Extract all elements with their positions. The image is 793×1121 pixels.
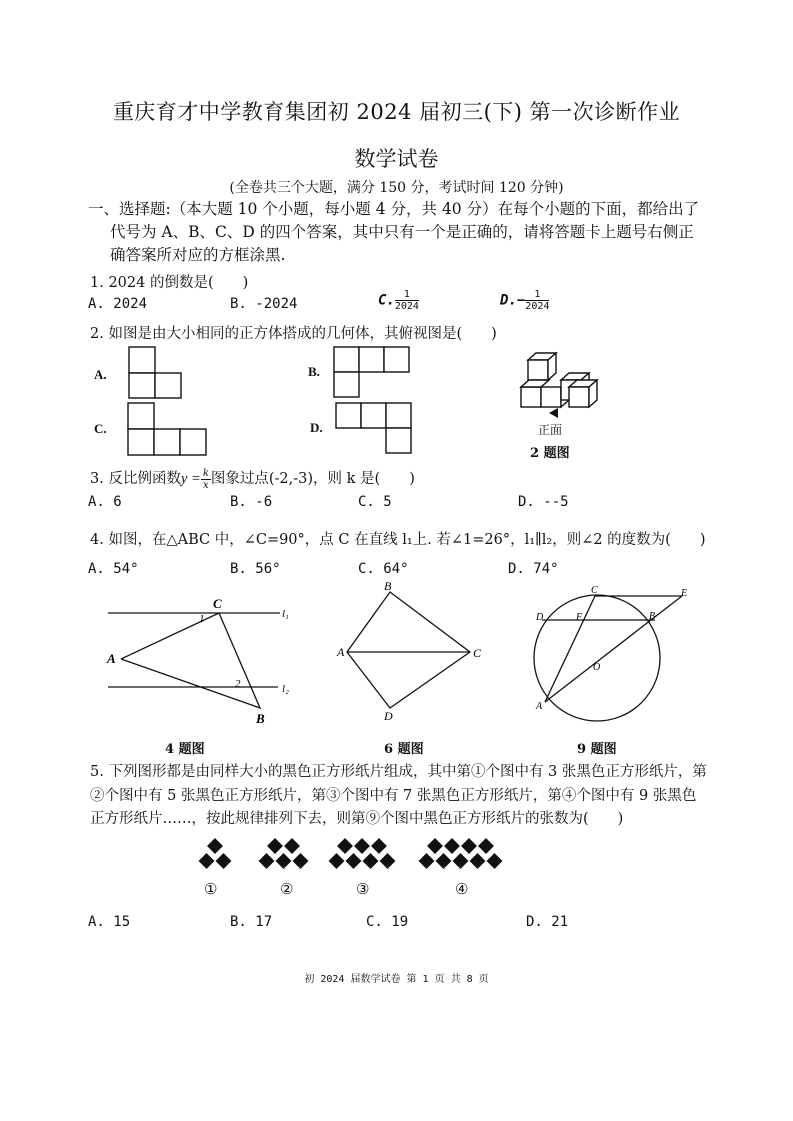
- pattern-1-square-2: [215, 853, 232, 870]
- pattern-3-square-7: [371, 838, 388, 855]
- q2-cubes-figure: [518, 350, 602, 414]
- pattern-1-square-1: [198, 853, 215, 870]
- q2-label-d: D.: [310, 420, 323, 435]
- pattern-4-square-1: [418, 853, 435, 870]
- q4-option-c: C. 64°: [358, 561, 409, 577]
- q5-line2: ②个图中有 5 张黑色正方形纸片，第③个图中有 7 张黑色正方形纸片，第④个图中有 9 张黑色: [90, 788, 697, 804]
- q2-option-a-figure: [128, 346, 184, 400]
- svg-text:C: C: [473, 646, 482, 660]
- pattern-4-square-4: [469, 853, 486, 870]
- svg-text:D: D: [384, 709, 393, 723]
- q4-option-b: B. 56°: [230, 561, 281, 577]
- pattern-1-square-3: [207, 838, 224, 855]
- svg-text:1: 1: [199, 613, 205, 625]
- q4-option-a: A. 54°: [88, 561, 139, 577]
- pattern-4-square-6: [427, 838, 444, 855]
- front-arrow-icon: [548, 408, 560, 418]
- figure-4: [0, 590, 320, 760]
- q5-pattern-label-4: ④: [455, 880, 469, 898]
- q1-stem: 1. 2024 的倒数是( ): [90, 275, 249, 291]
- q2-option-b-figure: [333, 346, 413, 400]
- svg-text:A: A: [107, 651, 116, 666]
- q5-line3: 正方形纸片……，按此规律排列下去，则第⑨个图中黑色正方形纸片的张数为( ): [90, 811, 624, 827]
- pattern-3-square-2: [345, 853, 362, 870]
- svg-text:A: A: [536, 701, 543, 712]
- pattern-2-square-3: [292, 853, 309, 870]
- pattern-4-square-2: [435, 853, 452, 870]
- q5-option-a: A. 15: [88, 914, 131, 930]
- exam-subtitle: 数学试卷: [354, 147, 439, 171]
- q5-pattern-label-3: ③: [356, 880, 370, 898]
- svg-text:C: C: [213, 596, 222, 611]
- svg-text:B: B: [649, 611, 656, 622]
- svg-text:A: A: [337, 645, 345, 659]
- pattern-4-square-3: [452, 853, 469, 870]
- q5-option-d: D. 21: [526, 914, 569, 930]
- q5-pattern-figure: [190, 834, 520, 878]
- pattern-3-square-5: [337, 838, 354, 855]
- fig4-caption: 4 题图: [165, 742, 205, 757]
- pattern-4-square-5: [486, 853, 503, 870]
- q2-label-c: C.: [94, 421, 107, 436]
- q2-label-b: B.: [308, 364, 320, 379]
- svg-text:l₁: l₁: [282, 608, 289, 620]
- section-instruction-line3: 确答案所对应的方框涂黑.: [110, 246, 286, 264]
- section-instruction-line1: 一、选择题:（本大题 10 个小题，每小题 4 分，共 40 分）在每个小题的下面，都给出了: [88, 200, 700, 218]
- pattern-4-square-9: [478, 838, 495, 855]
- q4-option-d: D. 74°: [508, 561, 559, 577]
- section-instruction-line2: 代号为 A、B、C、D 的四个答案，其中只有一个是正确的，请将答题卡上题号右侧正: [110, 223, 694, 241]
- q1-option-c: C. $\frac{1}{2024}$: [378, 289, 419, 312]
- q5-pattern-label-2: ②: [280, 880, 294, 898]
- exam-note: (全卷共三个大题，满分 150 分，考试时间 120 分钟): [229, 180, 564, 196]
- svg-text:O: O: [593, 662, 601, 673]
- q3-option-a: A. 6: [88, 494, 122, 510]
- svg-text:D: D: [536, 612, 544, 623]
- pattern-3-square-4: [379, 853, 396, 870]
- q5-line1: 5. 下列图形都是由同样大小的黑色正方形纸片组成，其中第①个图中有 3 张黑色正方形纸片，第: [90, 764, 707, 780]
- svg-text:F: F: [576, 612, 583, 623]
- svg-text:2: 2: [235, 678, 241, 690]
- pattern-3-square-6: [354, 838, 371, 855]
- exam-title: 重庆育才中学教育集团初 2024 届初三(下) 第一次诊断作业: [112, 100, 681, 124]
- pattern-4-square-8: [461, 838, 478, 855]
- q1-option-a: A. 2024: [88, 296, 148, 312]
- q1-option-b: B. -2024: [230, 296, 298, 312]
- q2-fig-caption: 2 题图: [530, 446, 570, 461]
- q2-option-d-figure: [335, 402, 415, 458]
- pattern-2-square-1: [258, 853, 275, 870]
- q1-option-d: D.− $\frac{1}{2024}$: [500, 289, 550, 312]
- fig9-caption: 9 题图: [577, 742, 617, 757]
- page-footer: 初 2024 届数学试卷 第 1 页 共 8 页: [304, 974, 489, 985]
- pattern-2-square-5: [284, 838, 301, 855]
- q3-option-d: D. --5: [518, 494, 569, 510]
- figure-6: [330, 580, 490, 750]
- q5-option-c: C. 19: [366, 914, 409, 930]
- q3-stem: 3. 反比例函数y = $\frac{k}{x}$ 图象过点(-2,-3)，则 k 是( ): [90, 467, 415, 491]
- q5-option-b: B. 17: [230, 914, 273, 930]
- svg-text:l₂: l₂: [282, 683, 289, 695]
- figure-9: [525, 584, 705, 744]
- svg-text:E: E: [681, 588, 688, 599]
- pattern-3-square-1: [328, 853, 345, 870]
- pattern-2-square-2: [275, 853, 292, 870]
- svg-text:B: B: [384, 579, 392, 593]
- pattern-4-square-7: [444, 838, 461, 855]
- q2-label-a: A.: [94, 367, 107, 382]
- fig6-caption: 6 题图: [384, 742, 424, 757]
- q2-option-c-figure: [127, 402, 209, 458]
- q3-option-c: C. 5: [358, 494, 392, 510]
- svg-text:B: B: [256, 711, 265, 726]
- q2-stem: 2. 如图是由大小相同的正方体搭成的几何体，其俯视图是( ): [90, 326, 497, 342]
- svg-text:C: C: [591, 585, 598, 596]
- pattern-3-square-3: [362, 853, 379, 870]
- q4-stem: 4. 如图，在△ABC 中，∠C=90°，点 C 在直线 l₁上. 若∠1=26°，l₁∥l₂，则∠2 的度数为( ): [90, 532, 706, 548]
- q3-option-b: B. -6: [230, 494, 273, 510]
- q2-front-label: 正面: [538, 423, 563, 437]
- q5-pattern-label-1: ①: [204, 880, 218, 898]
- pattern-2-square-4: [267, 838, 284, 855]
